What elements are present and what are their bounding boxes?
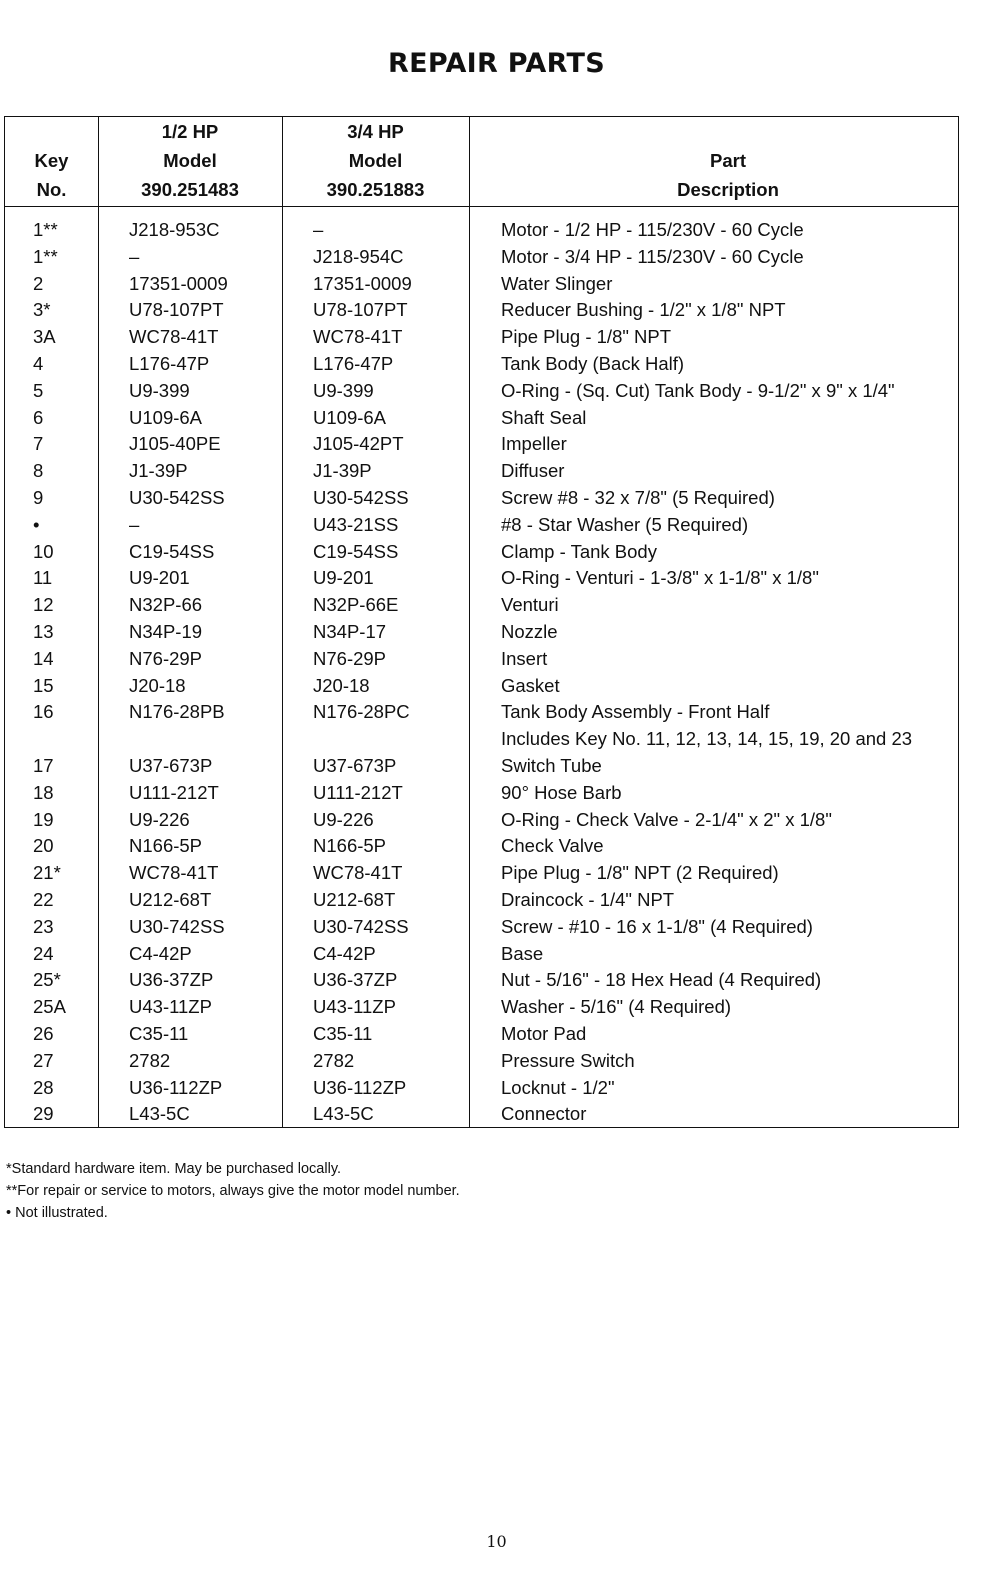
half-hp-part-cell: U36-37ZP: [129, 969, 214, 991]
half-hp-part-cell: N34P-19: [129, 620, 203, 642]
key-cell: 22: [33, 888, 54, 910]
key-cell: 8: [33, 460, 44, 482]
table-row: [5, 699, 958, 726]
half-hp-part-cell: U111-212T: [129, 781, 219, 803]
half-hp-part-cell: U212-68T: [129, 888, 212, 910]
key-cell: 7: [33, 433, 44, 455]
header-line: Key: [34, 150, 69, 171]
half-hp-part-cell: N32P-66: [129, 594, 203, 616]
header-line: Model: [163, 150, 217, 171]
three-quarter-hp-part-cell: WC78-41T: [313, 326, 403, 348]
table-row: [5, 726, 958, 753]
key-cell: 10: [33, 540, 54, 562]
table-row: [5, 539, 958, 566]
half-hp-part-cell: U9-226: [129, 808, 190, 830]
header-line: [5, 117, 98, 146]
description-cell: #8 - Star Washer (5 Required): [501, 513, 749, 535]
three-quarter-hp-part-cell: 17351-0009: [313, 272, 412, 294]
header-line: No.: [36, 179, 67, 200]
three-quarter-hp-part-cell: U109-6A: [313, 406, 387, 428]
footnotes: [6, 1158, 460, 1224]
table-row: [5, 378, 958, 405]
three-quarter-hp-part-cell: U36-112ZP: [313, 1076, 407, 1098]
three-quarter-hp-part-cell: J105-42PT: [313, 433, 404, 455]
half-hp-part-cell: C4-42P: [129, 942, 192, 964]
half-hp-part-cell: U36-112ZP: [129, 1076, 223, 1098]
table-row: [5, 458, 958, 485]
three-quarter-hp-part-cell: U9-226: [313, 808, 374, 830]
description-cell: Screw #8 - 32 x 7/8" (5 Required): [501, 486, 775, 508]
half-hp-part-cell: U30-742SS: [129, 915, 225, 937]
half-hp-part-cell: U43-11ZP: [129, 996, 212, 1018]
key-cell: 13: [33, 620, 54, 642]
table-row: [5, 592, 958, 619]
half-hp-part-cell: J105-40PE: [129, 433, 221, 455]
half-hp-part-cell: C35-11: [129, 1022, 189, 1044]
table-row: [5, 833, 958, 860]
half-hp-part-cell: WC78-41T: [129, 326, 219, 348]
half-hp-part-cell: N76-29P: [129, 647, 203, 669]
table-row: [5, 941, 958, 968]
key-cell: 27: [33, 1049, 54, 1071]
table-row: [5, 646, 958, 673]
description-cell: Tank Body (Back Half): [501, 352, 685, 374]
table-row: [5, 673, 958, 700]
description-cell: Venturi: [501, 594, 559, 616]
description-cell: Reducer Bushing - 1/2" x 1/8" NPT: [501, 299, 786, 321]
table-row: [5, 217, 958, 244]
half-hp-part-cell: U37-673P: [129, 754, 213, 776]
half-hp-part-cell: U30-542SS: [129, 486, 225, 508]
description-cell: 90° Hose Barb: [501, 781, 622, 803]
half-hp-part-cell: U9-399: [129, 379, 190, 401]
description-cell: Screw - #10 - 16 x 1-1/8" (4 Required): [501, 915, 813, 937]
description-cell: Check Valve: [501, 835, 604, 857]
description-cell: Draincock - 1/4" NPT: [501, 888, 675, 910]
header-line: 390.251483: [141, 179, 239, 200]
table-row: [5, 967, 958, 994]
key-cell: 21*: [33, 862, 61, 884]
key-cell: 2: [33, 272, 44, 294]
description-cell: Motor Pad: [501, 1022, 587, 1044]
key-cell: 15: [33, 674, 54, 696]
three-quarter-hp-part-cell: U78-107PT: [313, 299, 408, 321]
description-cell: Pipe Plug - 1/8" NPT: [501, 326, 672, 348]
header-line: Model: [348, 150, 403, 171]
three-quarter-hp-part-cell: U43-21SS: [313, 513, 399, 535]
half-hp-part-cell: U78-107PT: [129, 299, 224, 321]
page-number: 10: [486, 1532, 507, 1551]
description-cell: Motor - 1/2 HP - 115/230V - 60 Cycle: [501, 219, 804, 240]
key-cell: 28: [33, 1076, 54, 1098]
three-quarter-hp-part-cell: N32P-66E: [313, 594, 399, 616]
half-hp-part-cell: J20-18: [129, 674, 186, 696]
half-hp-part-cell: L176-47P: [129, 352, 210, 374]
table-row: [5, 324, 958, 351]
key-cell: 5: [33, 379, 44, 401]
key-cell: 18: [33, 781, 54, 803]
header-key-no: [5, 117, 98, 204]
three-quarter-hp-part-cell: U37-673P: [313, 754, 397, 776]
key-cell: 11: [33, 567, 53, 589]
table-row: [5, 860, 958, 887]
three-quarter-hp-part-cell: C4-42P: [313, 942, 376, 964]
description-cell: Base: [501, 942, 544, 964]
description-cell: Washer - 5/16" (4 Required): [501, 996, 732, 1018]
table-row: [5, 1101, 958, 1128]
header-line: Description: [677, 179, 779, 200]
three-quarter-hp-part-cell: U9-399: [313, 379, 374, 401]
description-cell: Clamp - Tank Body: [501, 540, 657, 562]
three-quarter-hp-part-cell: U30-742SS: [313, 915, 409, 937]
half-hp-part-cell: U109-6A: [129, 406, 203, 428]
table-row: [5, 780, 958, 807]
key-cell: •: [33, 513, 40, 535]
half-hp-part-cell: C19-54SS: [129, 540, 215, 562]
table-row: [5, 914, 958, 941]
three-quarter-hp-part-cell: L176-47P: [313, 352, 394, 374]
table-row: [5, 512, 958, 539]
description-cell: Tank Body Assembly - Front Half: [501, 701, 770, 723]
table-row: [5, 619, 958, 646]
description-cell: Pressure Switch: [501, 1049, 635, 1071]
table-row: [5, 351, 958, 378]
description-cell: Motor - 3/4 HP - 115/230V - 60 Cycle: [501, 245, 804, 267]
description-cell: Water Slinger: [501, 272, 613, 294]
half-hp-part-cell: –: [129, 513, 140, 535]
table-row: [5, 887, 958, 914]
half-hp-part-cell: WC78-41T: [129, 862, 219, 884]
description-cell: Pipe Plug - 1/8" NPT (2 Required): [501, 862, 779, 884]
three-quarter-hp-part-cell: U43-11ZP: [313, 996, 396, 1018]
repair-parts-table: [4, 116, 959, 1128]
key-cell: 24: [33, 942, 54, 964]
three-quarter-hp-part-cell: N166-5P: [313, 835, 387, 857]
three-quarter-hp-part-cell: J218-954C: [313, 245, 404, 267]
three-quarter-hp-part-cell: J20-18: [313, 674, 370, 696]
key-cell: 26: [33, 1022, 54, 1044]
description-cell: Gasket: [501, 674, 560, 696]
half-hp-part-cell: N166-5P: [129, 835, 203, 857]
table-row: [5, 807, 958, 834]
key-cell: 25A: [33, 996, 66, 1018]
footnote-standard-hardware: *Standard hardware item. May be purchased locally.: [6, 1161, 342, 1177]
table-row: [5, 994, 958, 1021]
three-quarter-hp-part-cell: N76-29P: [313, 647, 387, 669]
table-row: [5, 1075, 958, 1102]
description-cell: Switch Tube: [501, 754, 602, 776]
description-cell: Shaft Seal: [501, 406, 587, 428]
header-line: 1/2 HP: [161, 121, 219, 142]
key-cell: 9: [33, 486, 44, 508]
key-cell: 20: [33, 835, 54, 857]
three-quarter-hp-part-cell: C19-54SS: [313, 540, 399, 562]
half-hp-part-cell: J218-953C: [129, 219, 220, 240]
description-cell: O-Ring - (Sq. Cut) Tank Body - 9-1/2" x 9" x 1/4": [501, 379, 895, 401]
key-cell: 16: [33, 701, 54, 723]
table-row: [5, 431, 958, 458]
header-part-description: [469, 117, 987, 204]
key-cell: 29: [33, 1103, 54, 1125]
table-body: [5, 217, 958, 1128]
description-cell: Connector: [501, 1103, 587, 1125]
table-row: [5, 1048, 958, 1075]
half-hp-part-cell: L43-5C: [129, 1103, 190, 1125]
three-quarter-hp-part-cell: U9-201: [313, 567, 374, 589]
description-cell: Diffuser: [501, 460, 565, 482]
key-cell: 17: [33, 754, 54, 776]
description-cell: Insert: [501, 647, 548, 669]
three-quarter-hp-part-cell: L43-5C: [313, 1103, 374, 1125]
three-quarter-hp-part-cell: 2782: [313, 1049, 355, 1071]
header-line: Part: [710, 150, 746, 171]
half-hp-part-cell: 17351-0009: [129, 272, 228, 294]
page-title: REPAIR PARTS: [388, 48, 605, 79]
three-quarter-hp-part-cell: U111-212T: [313, 781, 403, 803]
three-quarter-hp-part-cell: U30-542SS: [313, 486, 409, 508]
key-cell: 3*: [33, 299, 51, 321]
key-cell: 23: [33, 915, 54, 937]
key-cell: 3A: [33, 326, 56, 348]
three-quarter-hp-part-cell: –: [313, 219, 324, 240]
three-quarter-hp-part-cell: WC78-41T: [313, 862, 403, 884]
table-row: [5, 1021, 958, 1048]
footnote-not-illustrated: • Not illustrated.: [6, 1205, 108, 1221]
table-row: [5, 244, 958, 271]
table-row: [5, 565, 958, 592]
three-quarter-hp-part-cell: U36-37ZP: [313, 969, 398, 991]
description-cell: O-Ring - Venturi - 1-3/8" x 1-1/8" x 1/8": [501, 567, 819, 589]
key-cell: 1**: [33, 245, 58, 267]
description-cell: O-Ring - Check Valve - 2-1/4" x 2" x 1/8": [501, 808, 832, 830]
header-half-hp-model: [98, 117, 282, 204]
half-hp-part-cell: –: [129, 245, 140, 267]
key-cell: 14: [33, 647, 54, 669]
half-hp-part-cell: 2782: [129, 1049, 171, 1071]
three-quarter-hp-part-cell: C35-11: [313, 1022, 373, 1044]
three-quarter-hp-part-cell: J1-39P: [313, 460, 372, 482]
key-cell: 19: [33, 808, 54, 830]
header-line: 390.251883: [326, 179, 425, 200]
three-quarter-hp-part-cell: U212-68T: [313, 888, 396, 910]
key-cell: 1**: [33, 219, 58, 240]
half-hp-part-cell: J1-39P: [129, 460, 188, 482]
table-row: [5, 297, 958, 324]
table-row: [5, 753, 958, 780]
key-cell: 4: [33, 352, 44, 374]
half-hp-part-cell: U9-201: [129, 567, 190, 589]
table-row: [5, 485, 958, 512]
half-hp-part-cell: N176-28PB: [129, 701, 225, 723]
description-cell: Locknut - 1/2": [501, 1076, 615, 1098]
header-line: [469, 117, 987, 146]
header-divider: [5, 206, 958, 207]
table-row: [5, 271, 958, 298]
footnote-motor-service: **For repair or service to motors, always give the motor model number.: [6, 1183, 460, 1199]
key-cell: 25*: [33, 969, 61, 991]
description-cell: Includes Key No. 11, 12, 13, 14, 15, 19, 20 and 23: [501, 728, 913, 750]
three-quarter-hp-part-cell: N34P-17: [313, 620, 387, 642]
header-line: 3/4 HP: [347, 121, 404, 142]
description-cell: Nut - 5/16" - 18 Hex Head (4 Required): [501, 969, 822, 991]
table-row: [5, 405, 958, 432]
key-cell: 12: [33, 594, 54, 616]
description-cell: Impeller: [501, 433, 567, 455]
key-cell: 6: [33, 406, 44, 428]
description-cell: Nozzle: [501, 620, 558, 642]
three-quarter-hp-part-cell: N176-28PC: [313, 701, 410, 723]
header-three-quarter-hp-model: [282, 117, 469, 204]
